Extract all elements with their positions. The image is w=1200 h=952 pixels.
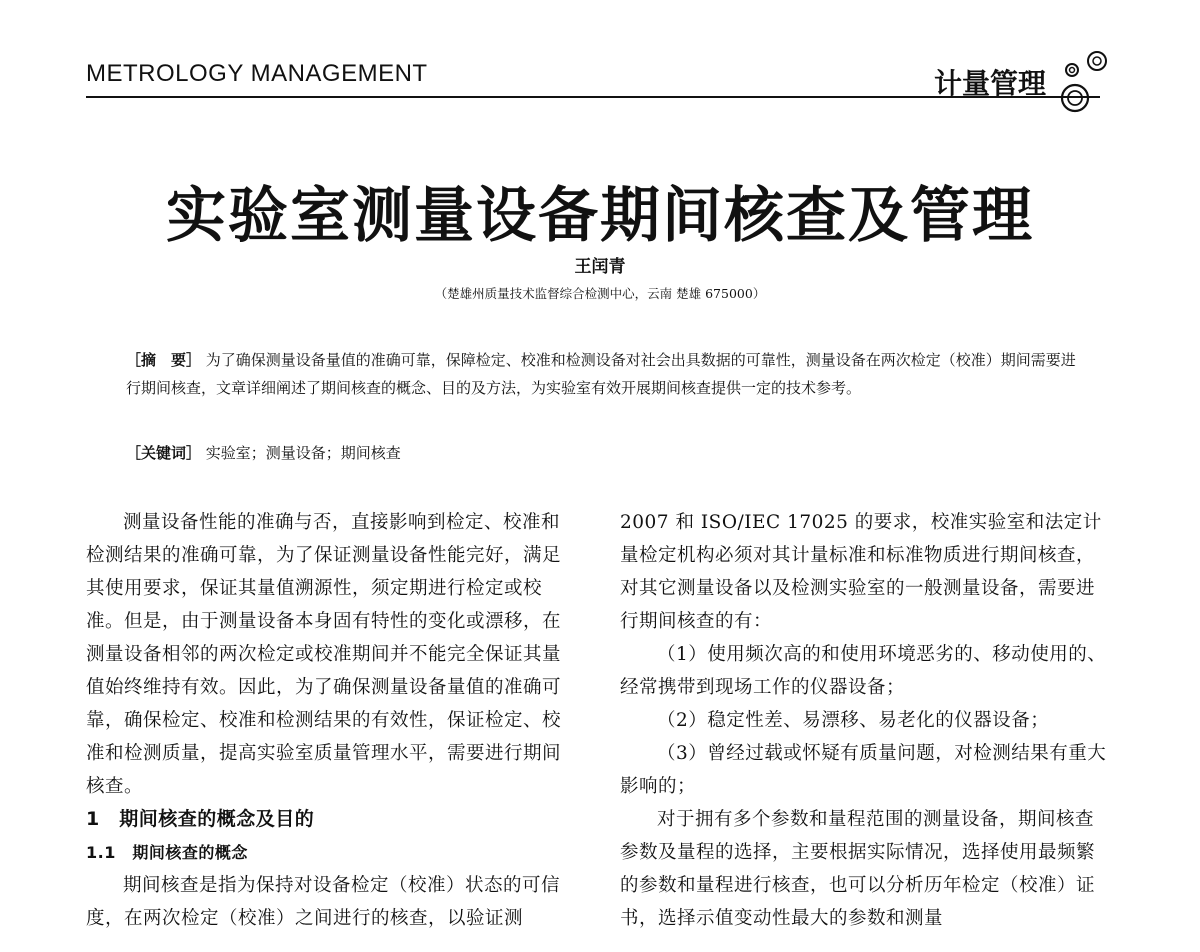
section-heading: 1 期间核查的概念及目的 <box>86 808 315 830</box>
body-paragraph: 2007 和 ISO/IEC 17025 的要求，校准实验室和法定计量检定机构必须对其计量标准和标准物质进行期间核查，对其它测量设备以及检测实验室的一般测量设备，需要进行期间核查的有： <box>620 512 1102 632</box>
journal-name-cn: 计量管理 <box>934 67 1047 100</box>
body-paragraph: 对于拥有多个参数和量程范围的测量设备，期间核查参数及量程的选择，主要根据实际情况，选择使用最频繁的参数和量程进行核查，也可以分析历年检定（校准）证书，选择示值变动性最大的参数和测量 <box>620 809 1096 929</box>
header-divider <box>86 96 1100 98</box>
article-title: 实验室测量设备期间核查及管理 <box>166 181 1034 251</box>
keywords-label: ［关键词］ <box>126 444 202 462</box>
keywords-text: 实验室；测量设备；期间核查 <box>205 444 401 462</box>
list-item: （3）曾经过载或怀疑有质量问题，对检测结果有重大影响的； <box>620 743 1107 797</box>
abstract-text: 为了确保测量设备量值的准确可靠，保障检定、校准和检测设备对社会出具数据的可靠性，测量设备在两次检定（校准）期间需要进行期间核查，文章详细阐述了期间核查的概念、目的及方法，为实验室有效开展期间核查提供一定的技术参考。 <box>126 351 1076 397</box>
abstract <box>126 346 1080 402</box>
list-item: （2）稳定性差、易漂移、易老化的仪器设备； <box>657 710 1050 731</box>
abstract-label: ［摘 要］ <box>126 351 202 369</box>
body-paragraph: 期间核查是指为保持对设备检定（校准）状态的可信度，在两次检定（校准）之间进行的核查，以验证测 <box>86 875 561 929</box>
list-item: （1）使用频次高的和使用环境恶劣的、移动使用的、经常携带到现场工作的仪器设备； <box>620 644 1107 698</box>
article-author: 王闰青 <box>574 257 626 277</box>
body-column-right <box>620 506 1110 935</box>
journal-name-en: METROLOGY MANAGEMENT <box>86 60 428 87</box>
journal-logo-icon <box>1052 44 1122 114</box>
body-column-left <box>86 506 576 935</box>
keywords <box>126 440 1080 466</box>
author-affiliation: （楚雄州质量技术监督综合检测中心，云南 楚雄 675000） <box>434 286 766 301</box>
subsection-heading: 1.1 期间核查的概念 <box>86 843 248 862</box>
body-paragraph: 测量设备性能的准确与否，直接影响到检定、校准和检测结果的准确可靠，为了保证测量设备性能完好，满足其使用要求，保证其量值溯源性，须定期进行检定或校准。但是，由于测量设备本身固有特性的变化或漂移，在测量设备相邻的两次检定或校准期间并不能完全保证其量值始终维持有效。因此，为了确保测量设备量值的准确可靠，确保检定、校准和检测结果的有效性，保证检定、校准和检测质量，提高实验室质量管理水平，需要进行期间核查。 <box>86 512 562 797</box>
